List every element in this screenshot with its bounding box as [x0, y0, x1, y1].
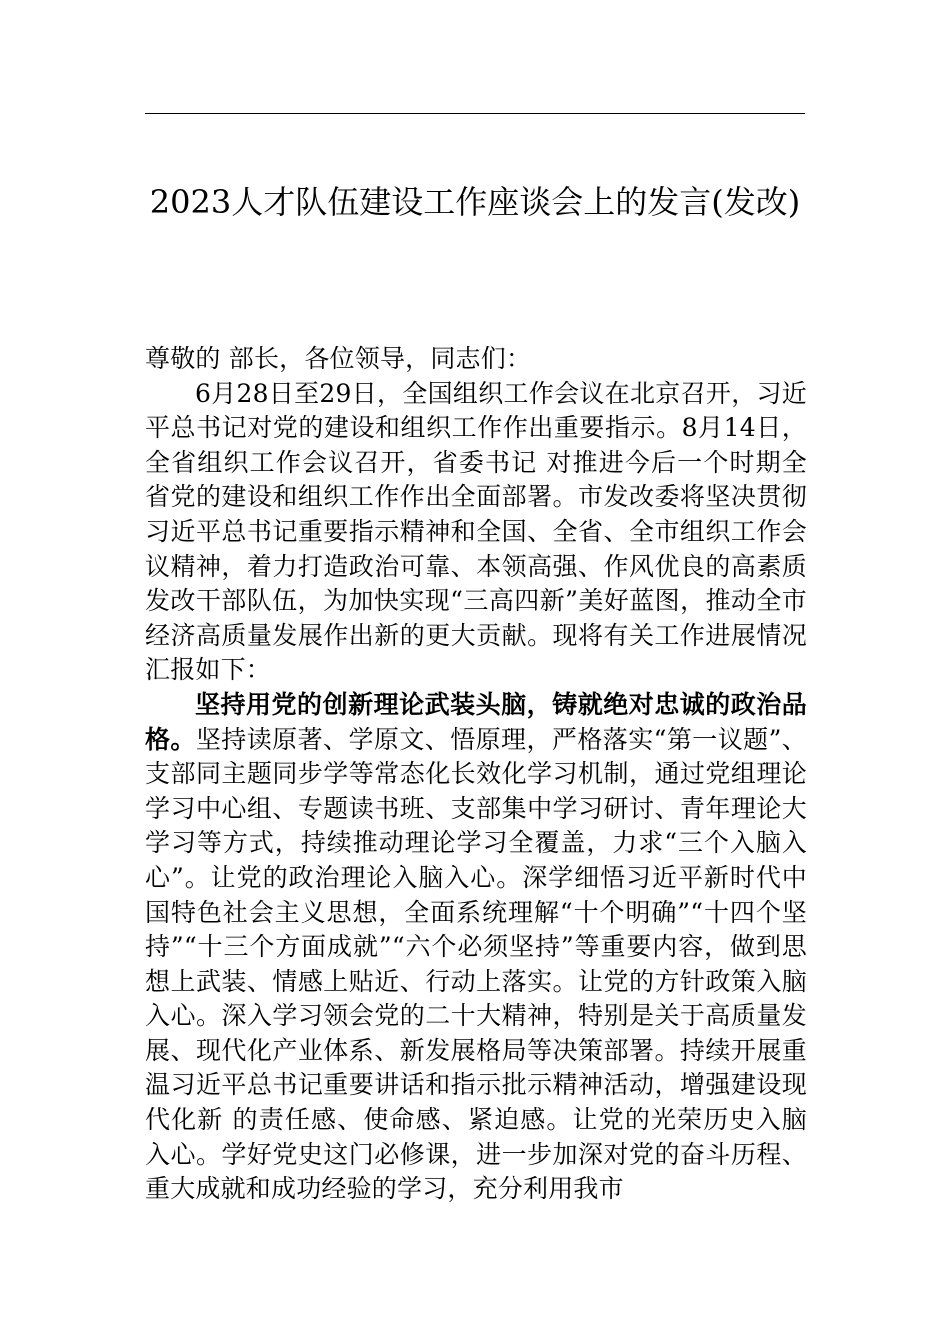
paragraph-intro: 6月28日至29日，全国组织工作会议在北京召开，习近平总书记对党的建设和组织工作作出重要指示。8月14日，全省组织工作会议召开，省委书记 对推进今后一个时期全省党的建设和组织工作作出全面部署。市发改委将坚决贯彻习近平总书记重要指示精神和全国、全省、全市组织工作会议精神，着力打造政治可靠、本领高强、作风优良的高素质发改干部队伍，为加快实现“三高四新”美好蓝图，推动全市经济高质量发展作出新的更大贡献。现将有关工作进展情况汇报如下：: [145, 378, 807, 685]
paragraph-section-1: [145, 688, 807, 1207]
section-heading: 坚持用党的创新理论武装头脑，铸就绝对忠诚的政治品格。: [145, 689, 807, 754]
document-title: 2023人才队伍建设工作座谈会上的发言(发改): [149, 183, 801, 221]
section-body: 坚持读原著、学原文、悟原理，严格落实“第一议题”、支部同主题同步学等常态化长效化学习机制，通过党组理论学习中心组、专题读书班、支部集中学习研讨、青年理论大学习等方式，持续推动理论学习全覆盖，力求“三个入脑入心”。让党的政治理论入脑入心。深学细悟习近平新时代中国特色社会主义思想，全面系统理解“十个明确”“十四个坚持”“十三个方面成就”“六个必须坚持”等重要内容，做到思想上武装、情感上贴近、行动上落实。让党的方针政策入脑入心。深入学习领会党的二十大精神，特别是关于高质量发展、现代化产业体系、新发展格局等决策部署。持续开展重温习近平总书记重要讲话和指示批示精神活动，增强建设现代化新 的责任感、使命感、紧迫感。让党的光荣历史入脑入心。学好党史这门必修课，进一步加深对党的奋斗历程、重大成就和成功经验的学习，充分利用我市: [145, 724, 807, 1204]
document-body: [145, 342, 807, 1207]
salutation: 尊敬的 部长，各位领导，同志们：: [145, 344, 532, 373]
header-rule: [145, 113, 805, 114]
